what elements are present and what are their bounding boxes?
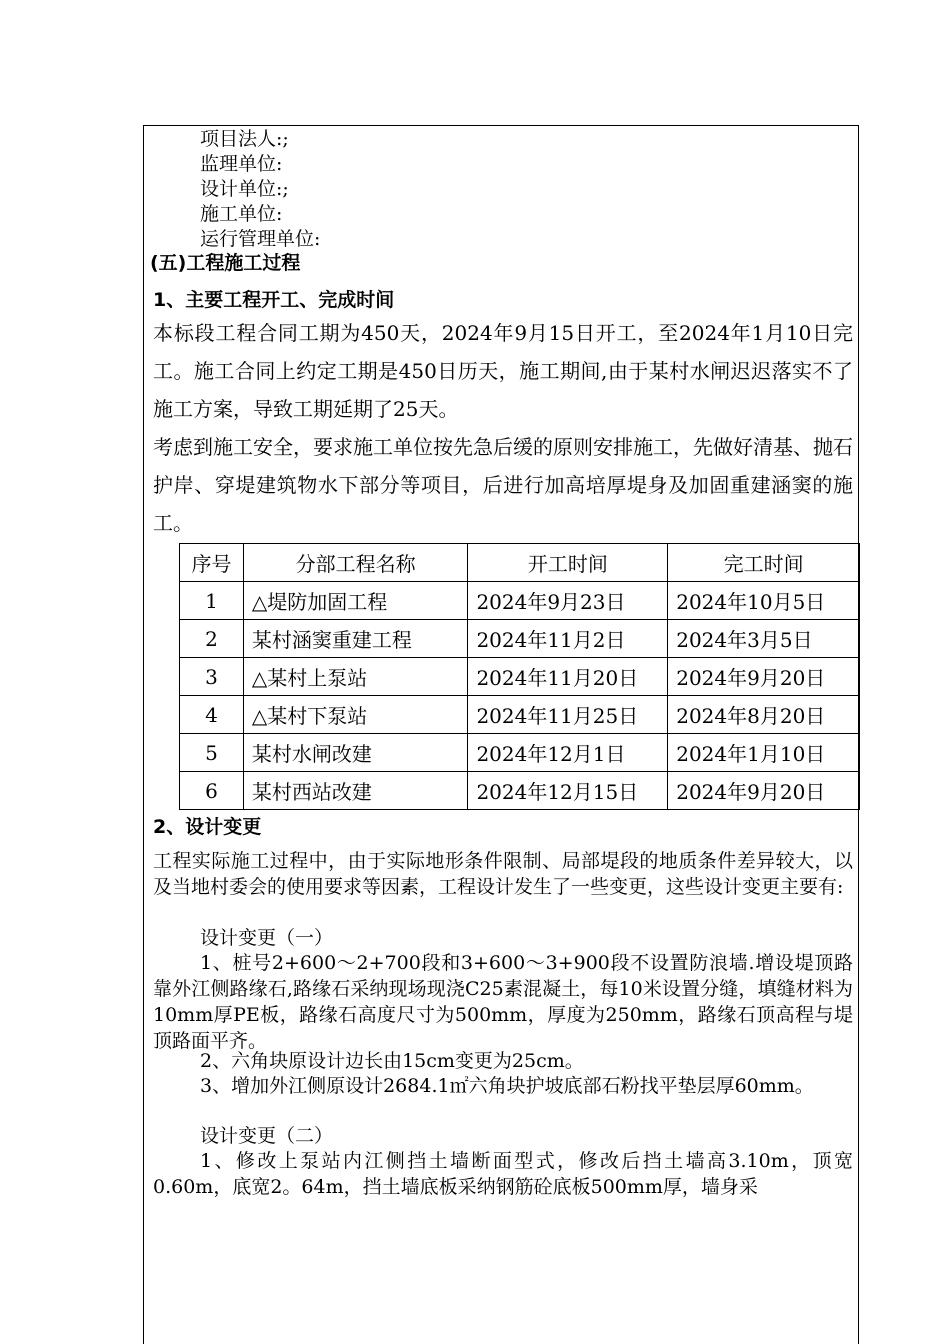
row-end: 2024年1月10日	[668, 734, 860, 772]
row-end: 2024年8月20日	[668, 696, 860, 734]
row-start: 2024年12月15日	[468, 772, 668, 810]
row-name: △某村上泵站	[243, 658, 468, 696]
row-no: 2	[180, 620, 244, 658]
row-name: 某村水闸改建	[243, 734, 468, 772]
row-name: △堤防加固工程	[243, 582, 468, 620]
change-2-title: 设计变更（二）	[200, 1125, 334, 1147]
schedule-table	[179, 543, 860, 810]
party-supervisor: 监理单位:	[200, 153, 283, 175]
row-name: 某村涵窦重建工程	[243, 620, 468, 658]
change-1-title: 设计变更（一）	[200, 927, 334, 949]
subsection-2-title: 2、设计变更	[153, 816, 262, 838]
party-operator: 运行管理单位:	[200, 228, 321, 250]
header-no: 序号	[180, 544, 244, 582]
change-2-item-1: 1、修改上泵站内江侧挡土墙断面型式，修改后挡土墙高3.10m，顶宽0.60m，底宽2。64m，挡土墙底板采纳钢筋砼底板500mm厚，墙身采	[153, 1150, 853, 1198]
row-start: 2024年11月2日	[468, 620, 668, 658]
table-row	[180, 772, 860, 810]
header-start: 开工时间	[468, 544, 668, 582]
sub1-paragraph-1: 本标段工程合同工期为450天，2024年9月15日开工，至2024年1月10日完工。施工合同上约定工期是450日历天，施工期间,由于某村水闸迟迟落实不了施工方案，导致工期延期了25天。	[153, 321, 853, 421]
sub2-intro: 工程实际施工过程中，由于实际地形条件限制、局部堤段的地质条件差异较大，以及当地村委会的使用要求等因素，工程设计发生了一些变更，这些设计变更主要有:	[153, 850, 853, 898]
table-header-row	[180, 544, 860, 582]
party-owner: 项目法人:;	[200, 128, 289, 150]
header-end: 完工时间	[668, 544, 860, 582]
sub1-paragraph-2: 考虑到施工安全，要求施工单位按先急后缓的原则安排施工，先做好清基、抛石护岸、穿堤建筑物水下部分等项目，后进行加高培厚堤身及加固重建涵窦的施工。	[153, 435, 853, 535]
row-start: 2024年11月25日	[468, 696, 668, 734]
row-no: 5	[180, 734, 244, 772]
change-1-item-3: 3、增加外江侧原设计2684.1㎡六角块护坡底部石粉找平垫层厚60mm。	[200, 1075, 814, 1097]
row-start: 2024年11月20日	[468, 658, 668, 696]
table-row	[180, 696, 860, 734]
row-end: 2024年9月20日	[668, 772, 860, 810]
row-start: 2024年9月23日	[468, 582, 668, 620]
row-name: 某村西站改建	[243, 772, 468, 810]
table-row	[180, 658, 860, 696]
row-start: 2024年12月1日	[468, 734, 668, 772]
row-no: 4	[180, 696, 244, 734]
row-no: 1	[180, 582, 244, 620]
table-row	[180, 734, 860, 772]
party-designer: 设计单位:;	[200, 178, 289, 200]
change-1-item-2: 2、六角块原设计边长由15cm变更为25cm。	[200, 1050, 584, 1072]
party-contractor: 施工单位:	[200, 203, 283, 225]
row-no: 6	[180, 772, 244, 810]
row-name: △某村下泵站	[243, 696, 468, 734]
row-end: 2024年3月5日	[668, 620, 860, 658]
row-end: 2024年9月20日	[668, 658, 860, 696]
row-end: 2024年10月5日	[668, 582, 860, 620]
table-row	[180, 620, 860, 658]
subsection-1-title: 1、主要工程开工、完成时间	[153, 289, 395, 311]
row-no: 3	[180, 658, 244, 696]
header-name: 分部工程名称	[243, 544, 468, 582]
table-row	[180, 582, 860, 620]
change-1-item-1: 1、桩号2+600～2+700段和3+600～3+900段不设置防浪墙.增设堤顶路靠外江侧路缘石,路缘石采纳现场现浇C25素混凝土，每10米设置分缝，填缝材料为10mm厚PE板，路缘石高度尺寸为500mm，厚度为250mm，路缘石顶高程与堤顶路面平齐。	[153, 952, 853, 1052]
section-title: (五)工程施工过程	[150, 252, 301, 274]
